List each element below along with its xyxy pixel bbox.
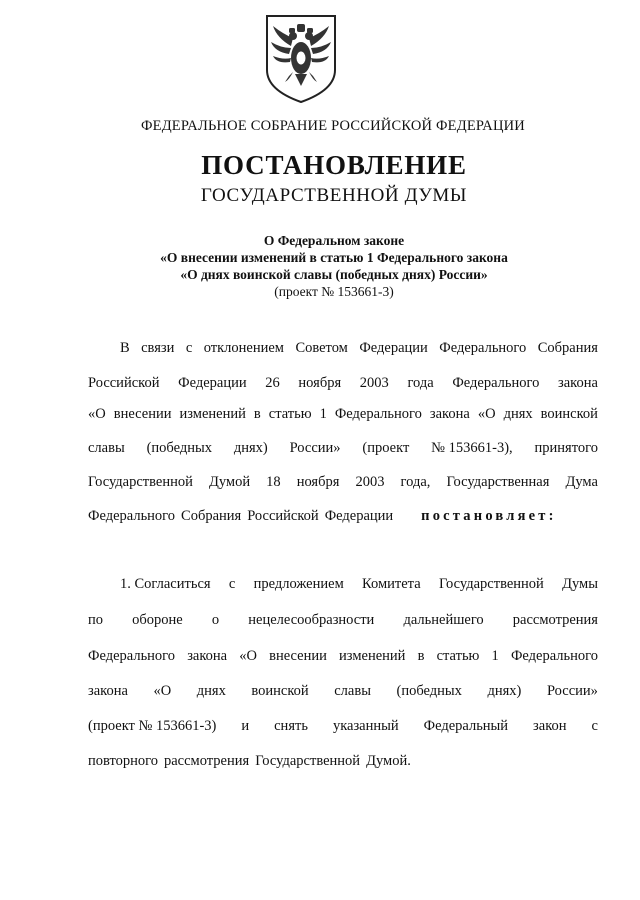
- text-word: статью: [436, 648, 480, 664]
- text-word: Собрания: [181, 508, 242, 524]
- text-word: Государственной: [255, 753, 361, 769]
- text-word: Государственная: [446, 474, 550, 490]
- text-word: дальнейшего: [403, 612, 484, 628]
- coat-of-arms-emblem-icon: [263, 12, 339, 104]
- law-heading-line: «О внесении изменений в статью 1 Федерального закона: [160, 250, 508, 265]
- text-word: № 153661-3),: [431, 440, 513, 456]
- text-word: в: [417, 648, 425, 664]
- text-word: Думой.: [366, 753, 411, 769]
- text-word: (проект: [362, 440, 410, 456]
- text-word: 1: [319, 406, 327, 422]
- text-word: днях: [503, 406, 533, 422]
- decree-word: постановляет:: [421, 508, 557, 524]
- document-subtitle: ГОСУДАРСТВЕННОЙ ДУМЫ: [200, 185, 468, 206]
- text-word: снять: [274, 718, 308, 734]
- text-word: Федерального: [88, 648, 176, 664]
- text-word: указанный: [332, 718, 399, 734]
- text-word: Федеральный: [423, 718, 509, 734]
- item1-line: [88, 648, 598, 665]
- text-word: 1: [491, 648, 499, 664]
- preamble-line: [88, 474, 598, 491]
- text-word: Дума: [565, 474, 598, 490]
- text-word: России»: [289, 440, 341, 456]
- preamble-line: [88, 406, 598, 423]
- text-word: предложением: [253, 576, 344, 592]
- text-word: закон: [533, 718, 567, 734]
- text-word: изменений: [179, 406, 246, 422]
- text-word: принятого: [534, 440, 598, 456]
- text-word: 26: [265, 375, 280, 391]
- text-word: изменений: [339, 648, 406, 664]
- preamble-line: [88, 440, 598, 457]
- text-word: Федерального: [439, 340, 527, 356]
- text-word: Федерального: [452, 375, 540, 391]
- text-word: «О: [88, 406, 106, 422]
- item1-line: [88, 683, 598, 700]
- text-word: 2003: [359, 375, 389, 391]
- text-word: с: [228, 576, 236, 592]
- item1-line: [88, 718, 598, 735]
- text-word: В: [120, 340, 130, 356]
- text-word: закона: [187, 648, 228, 664]
- text-word: Федерации: [359, 340, 428, 356]
- text-word: Собрания: [537, 340, 598, 356]
- text-word: «О: [239, 648, 257, 664]
- text-word: (победных: [396, 683, 462, 699]
- text-word: закона: [88, 683, 128, 699]
- law-heading: [0, 232, 640, 300]
- text-word: (проект № 153661-3): [88, 718, 217, 734]
- text-word: рассмотрения: [512, 612, 598, 628]
- text-word: закона: [429, 406, 470, 422]
- text-word: днях: [196, 683, 226, 699]
- text-word: статью: [268, 406, 312, 422]
- text-word: о: [211, 612, 220, 628]
- text-word: славы: [88, 440, 125, 456]
- organization-name: ФЕДЕРАЛЬНОЕ СОБРАНИЕ РОССИЙСКОЙ ФЕДЕРАЦИИ: [141, 118, 525, 134]
- text-word: ноября: [296, 474, 340, 490]
- text-word: воинской: [540, 406, 598, 422]
- preamble-line: [88, 508, 598, 525]
- text-word: 18: [266, 474, 281, 490]
- preamble-line: [88, 375, 598, 392]
- text-word: нецелесообразности: [248, 612, 375, 628]
- text-word: Думой: [208, 474, 251, 490]
- text-word: Государственной: [438, 576, 544, 592]
- text-word: ноября: [298, 375, 342, 391]
- law-heading-line: О Федеральном законе: [263, 233, 405, 248]
- text-word: с: [591, 718, 598, 734]
- text-word: Думы: [562, 576, 598, 592]
- text-word: года,: [400, 474, 431, 490]
- text-word: Федерального: [510, 648, 598, 664]
- text-word: Российской: [88, 375, 160, 391]
- text-word: по: [88, 612, 104, 628]
- text-word: обороне: [132, 612, 183, 628]
- text-word: России»: [546, 683, 598, 699]
- text-word: Государственной: [88, 474, 193, 490]
- text-word: воинской: [251, 683, 309, 699]
- text-word: Комитета: [362, 576, 421, 592]
- text-word: «О: [477, 406, 496, 422]
- text-word: года: [407, 375, 434, 391]
- text-word: Федерации: [324, 508, 394, 524]
- text-word: в: [253, 406, 261, 422]
- law-heading-line: «О днях воинской славы (победных днях) России»: [180, 267, 488, 282]
- text-word: Федерального: [88, 508, 176, 524]
- text-word: с: [185, 340, 193, 356]
- item1-line: [120, 576, 598, 593]
- item1-line: [88, 612, 598, 629]
- text-word: повторного: [88, 753, 158, 769]
- preamble-line: [120, 340, 598, 357]
- text-word: днях): [233, 440, 268, 456]
- text-word: «О: [153, 683, 172, 699]
- text-word: связи: [141, 340, 175, 356]
- text-word: и: [241, 718, 250, 734]
- text-word: Российской: [247, 508, 319, 524]
- text-word: славы: [334, 683, 371, 699]
- text-word: (победных: [146, 440, 212, 456]
- item1-line: [88, 753, 598, 770]
- text-word: днях): [487, 683, 522, 699]
- text-word: внесении: [113, 406, 172, 422]
- text-word: рассмотрения: [164, 753, 250, 769]
- document-title: ПОСТАНОВЛЕНИЕ: [201, 150, 467, 180]
- text-word: 2003: [355, 474, 385, 490]
- text-word: закона: [558, 375, 598, 391]
- law-project-number: (проект № 153661-3): [274, 284, 394, 299]
- text-word: внесении: [269, 648, 327, 664]
- text-word: Федерации: [178, 375, 247, 391]
- text-word: 1. Согласиться: [120, 576, 211, 592]
- text-word: Федерального: [334, 406, 422, 422]
- text-word: отклонением: [203, 340, 284, 356]
- text-word: Советом: [295, 340, 348, 356]
